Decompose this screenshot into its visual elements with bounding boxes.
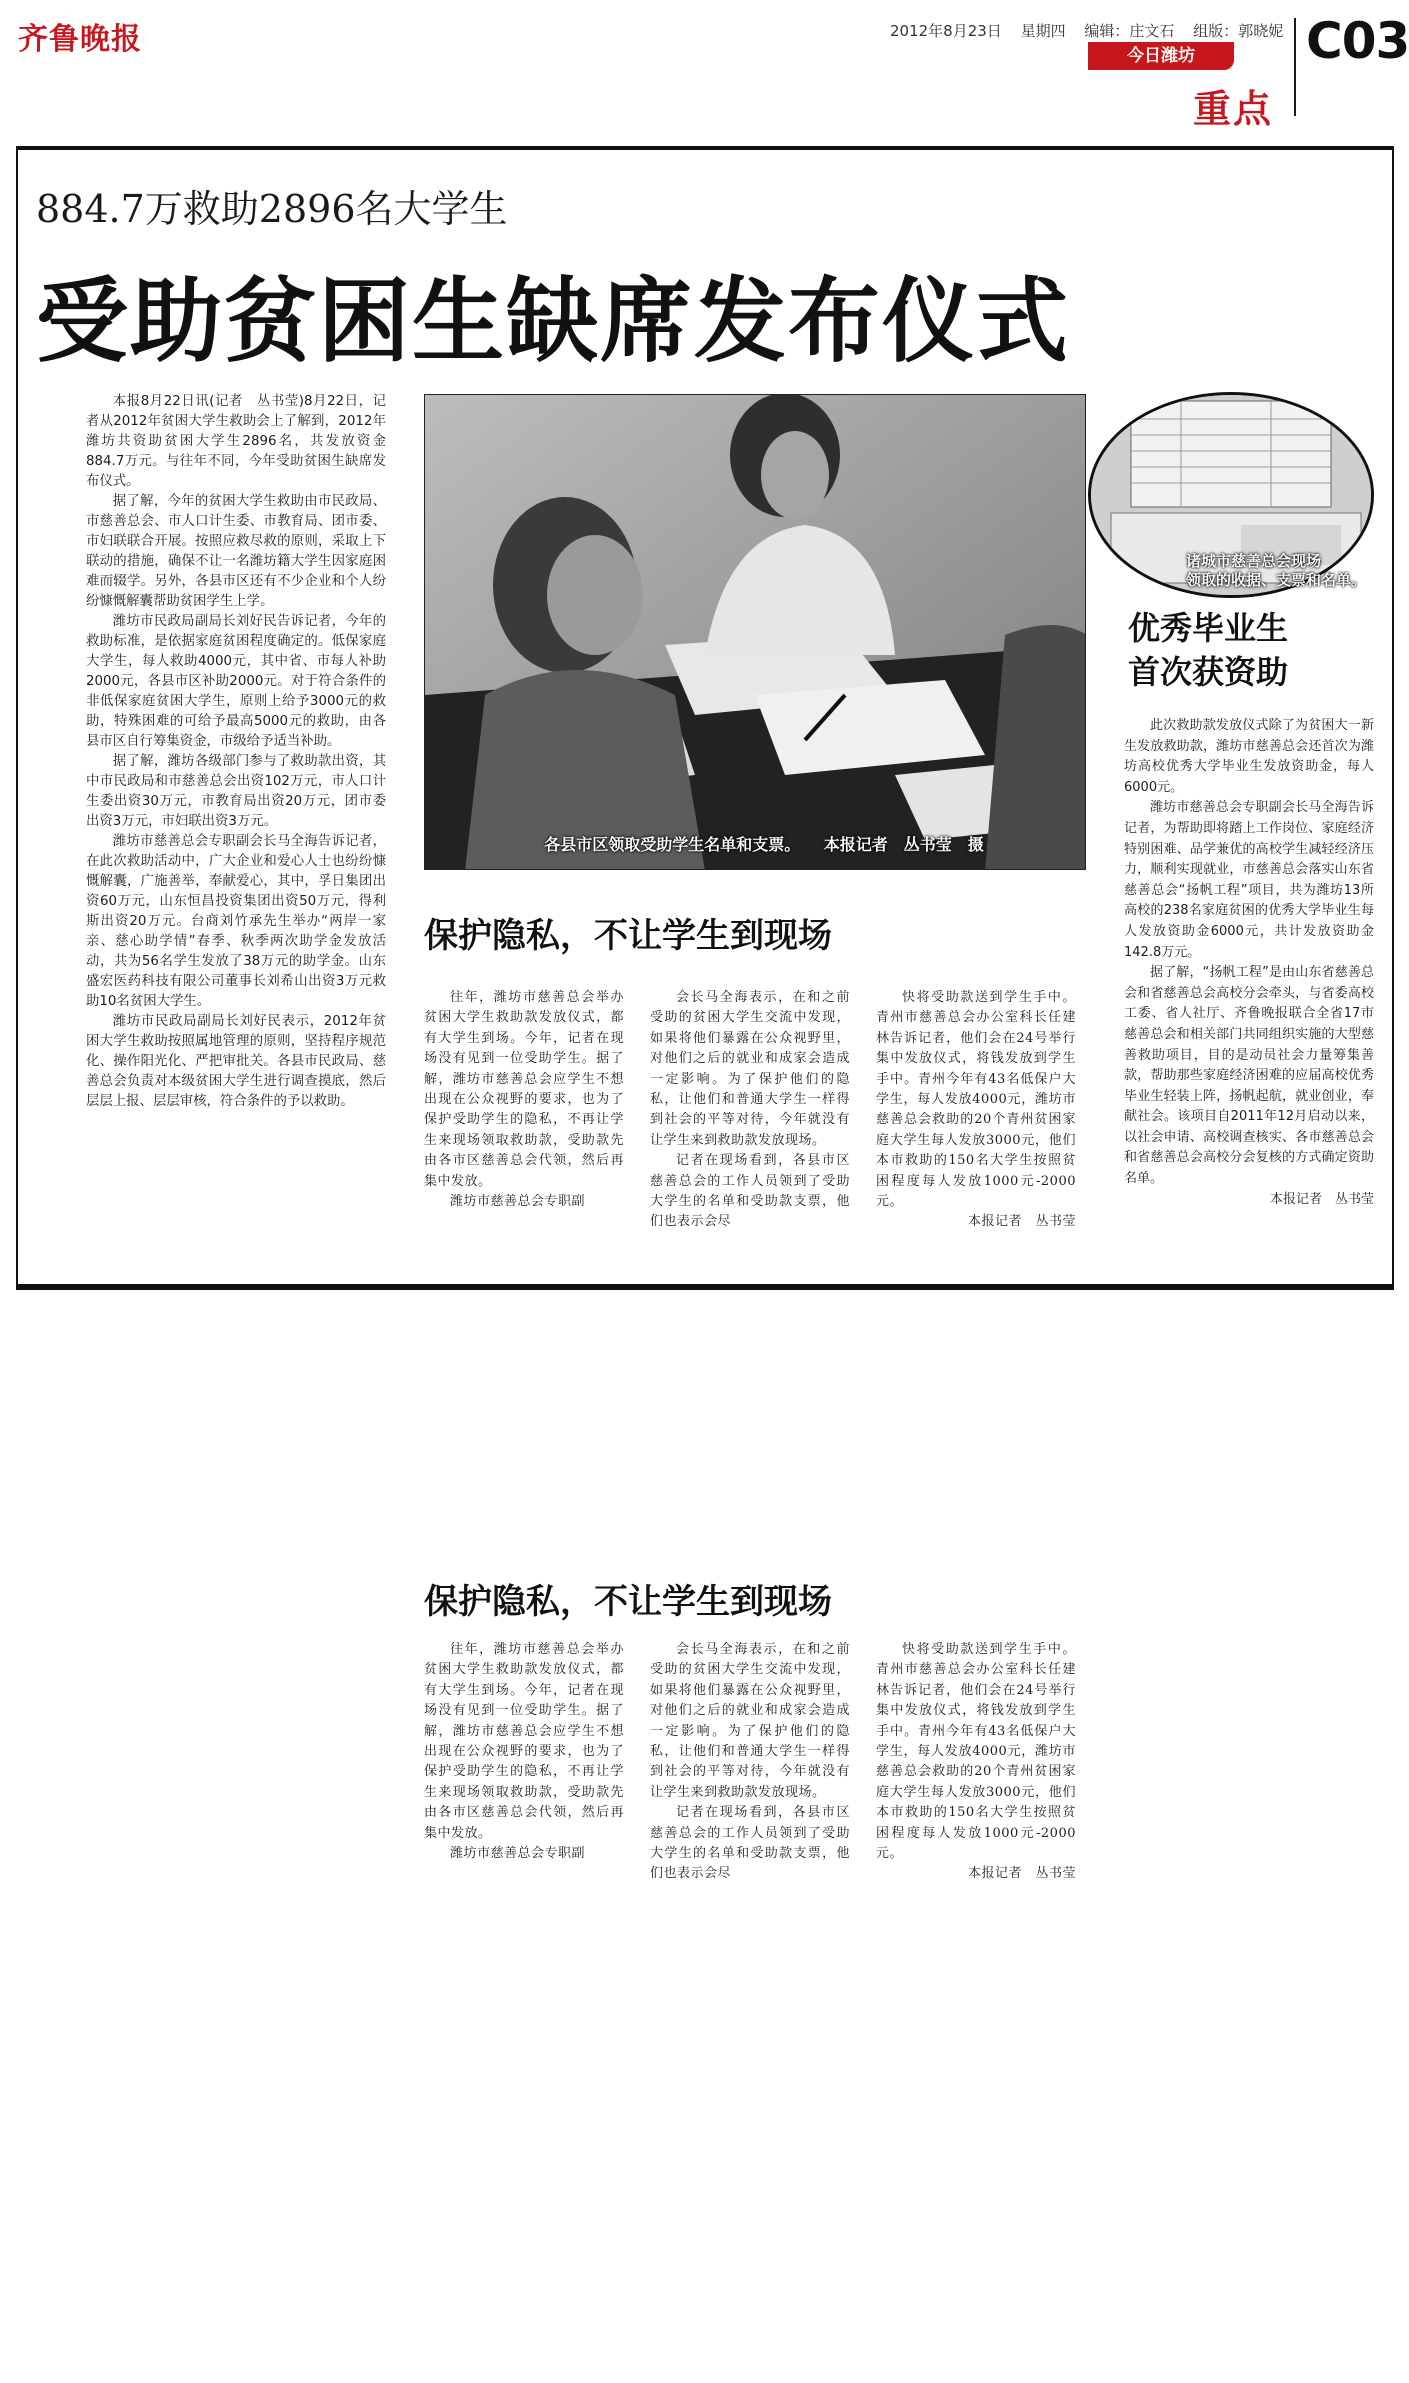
inset-caption	[1186, 552, 1366, 590]
paragraph: 此次救助款发放仪式除了为贫困大一新生发放救助款，潍坊市慈善总会还首次为潍坊高校优秀大学毕业生发放资助金，每人6000元。	[1124, 718, 1374, 795]
paragraph: 据了解，“扬帆工程”是由山东省慈善总会和省慈善总会高校分会牵头，与省委高校工委、省人社厅、齐鲁晚报联合全省17市慈善总会和相关部门共同组织实施的大型慈善救助项目，目的是动员社会力量筹集善款，帮助那些家庭经济困难的应届高校优秀毕业生轻装上阵，扬帆起航，就业创业，奉献社会。该项目自2011年12月启动以来，以社会申请、高校调查核实、各市慈善总会和省慈善总会高校分会复核的方式确定资助名单。	[1124, 965, 1374, 1187]
paragraph: 本报8月22日讯(记者 丛书莹)8月22日，记者从2012年贫困大学生救助会上了解到，2012年潍坊共资助贫困大学生2896名，共发放资金884.7万元。与往年不同，今年受助贫困生缺席发布仪式。	[86, 394, 386, 489]
issue-weekday: 星期四	[1020, 22, 1066, 40]
article-subhead: 884.7万救助2896名大学生	[36, 187, 508, 231]
right-column	[1124, 716, 1374, 1210]
paragraph: 记者在现场看到，各县市区慈善总会的工作人员领到了受助大学生的名单和受助款支票，他们也表示会尽	[650, 1805, 850, 1882]
paragraph: 潍坊市民政局副局长刘好民表示，2012年贫困大学生救助按照属地管理的原则，坚持程序规范化、操作阳光化、严把审批关。各县市民政局、慈善总会负责对本级贫困大学生进行调查摸底，然后层层上报、层层审核，符合条件的予以救助。	[86, 1014, 386, 1109]
left-column	[86, 392, 386, 1112]
paragraph: 潍坊市慈善总会专职副	[450, 1846, 586, 1862]
middle-column-2-repeat	[650, 1640, 850, 1885]
side-title-line: 首次获资助	[1128, 653, 1289, 691]
article-headline: 受助贫困生缺席发布仪式	[36, 268, 1071, 375]
paragraph: 记者在现场看到，各县市区慈善总会的工作人员领到了受助大学生的名单和受助款支票，他们也表示会尽	[650, 1153, 850, 1230]
paragraph: 往年，潍坊市慈善总会举办贫困大学生救助款发放仪式，都有大学生到场。今年，记者在现场没有见到一位受助学生。据了解，潍坊市慈善总会应学生不想出现在公众视野的要求，也为了保护受助学生的隐私，不再让学生来现场领取救助款，受助款先由各市区慈善总会代领，然后再集中发放。	[424, 1642, 624, 1841]
middle-column-1	[424, 988, 624, 1212]
masthead	[0, 0, 1409, 140]
paragraph: 潍坊市慈善总会专职副会长马全海告诉记者，在此次救助活动中，广大企业和爱心人士也纷纷慷慨解囊，广施善举，奉献爱心，其中，孚日集团出资60万元，山东恒昌投资集团出资50万元，得利斯出资20万元。台商刘竹承先生举办“两岸一家亲、慈心助学情”春季、秋季两次助学金发放活动，共为56名学生发放了38万元的助学金。山东盛宏医药科技有限公司董事长刘希山出资3万元救助10名贫困大学生。	[86, 834, 386, 1009]
issue-meta	[890, 20, 1297, 41]
photo-illustration	[425, 395, 1086, 870]
newspaper-logo: 齐鲁晚报	[18, 22, 142, 57]
paragraph: 快将受助款送到学生手中。青州市慈善总会办公室科长任建林告诉记者，他们会在24号举行集中发放仪式，将钱发放到学生手中。青州今年有43名低保户大学生，每人发放4000元，潍坊市慈善总会救助的20个青州贫困家庭大学生每人发放3000元，他们本市救助的150名大学生按照贫困程度每人发放1000元-2000元。	[876, 990, 1076, 1210]
paragraph: 往年，潍坊市慈善总会举办贫困大学生救助款发放仪式，都有大学生到场。今年，记者在现场没有见到一位受助学生。据了解，潍坊市慈善总会应学生不想出现在公众视野的要求，也为了保护受助学生的隐私，不再让学生来现场领取救助款，受助款先由各市区慈善总会代领，然后再集中发放。	[424, 990, 624, 1189]
paragraph: 会长马全海表示，在和之前受助的贫困大学生交流中发现，如果将他们暴露在公众视野里，对他们之后的就业和成家会造成一定影响。为了保护他们的隐私，让他们和普通大学生一样得到社会的平等对待，今年就没有让学生来到救助款发放现场。	[650, 990, 850, 1148]
issue-date: 2012年8月23日	[890, 22, 1002, 40]
paragraph: 据了解，潍坊各级部门参与了救助款出资，其中市民政局和市慈善总会出资102万元，市人口计生委出资30万元，市教育局出资20万元，团市委出资3万元，市妇联出资3万元。	[86, 754, 386, 829]
middle-column-3	[876, 988, 1076, 1233]
photo-credit: 本报记者 丛书莹 摄	[823, 835, 984, 854]
inset-caption-line: 诸城市慈善总会现场	[1186, 552, 1322, 570]
inset-caption-line: 领取的收据、支票和名单。	[1186, 571, 1367, 589]
page-divider	[1294, 18, 1296, 116]
page-number: C03	[1306, 12, 1409, 70]
middle-byline-repeat: 本报记者 丛书莹	[967, 1866, 1076, 1882]
paragraph: 会长马全海表示，在和之前受助的贫困大学生交流中发现，如果将他们暴露在公众视野里，对他们之后的就业和成家会造成一定影响。为了保护他们的隐私，让他们和普通大学生一样得到社会的平等对待，今年就没有让学生来到救助款发放现场。	[650, 1642, 850, 1800]
side-story-title	[1128, 606, 1288, 694]
editor-credit: 编辑：庄文石	[1084, 22, 1175, 40]
paragraph: 潍坊市慈善总会专职副	[450, 1194, 586, 1210]
paragraph: 潍坊市民政局副局长刘好民告诉记者，今年的救助标准，是依据家庭贫困程度确定的。低保家庭大学生，每人救助4000元，其中省、市每人补助2000元，各县市区补助2000元。对于符合条件的非低保家庭贫困大学生，原则上给予3000元的救助，特殊困难的可给予最高5000元的救助，由各县市区自行筹集资金，市级给予适当补助。	[86, 614, 386, 749]
middle-column-3-repeat	[876, 1640, 1076, 1885]
photo-caption-text: 各县市区领取受助学生名单和支票。	[544, 835, 801, 854]
news-photo	[424, 394, 1086, 870]
section-tag: 今日潍坊	[1088, 42, 1234, 70]
middle-byline: 本报记者 丛书莹	[967, 1214, 1076, 1230]
focus-label: 重点	[1193, 87, 1274, 131]
layout-credit: 组版：郭晓妮	[1193, 22, 1284, 40]
right-byline: 本报记者 丛书莹	[1269, 1191, 1374, 1207]
middle-column-2	[650, 988, 850, 1233]
section-heading: 保护隐私，不让学生到现场	[424, 916, 832, 956]
paragraph: 潍坊市慈善总会专职副会长马全海告诉记者，为帮助即将踏上工作岗位、家庭经济特别困难、品学兼优的高校学生减轻经济压力，顺利实现就业，市慈善总会落实山东省慈善总会“扬帆工程”项目，共为潍坊13所高校的238名家庭贫困的优秀大学毕业生每人发放资助金6000元，共计发放资助金142.8万元。	[1124, 800, 1374, 960]
paragraph: 快将受助款送到学生手中。青州市慈善总会办公室科长任建林告诉记者，他们会在24号举行集中发放仪式，将钱发放到学生手中。青州今年有43名低保户大学生，每人发放4000元，潍坊市慈善总会救助的20个青州贫困家庭大学生每人发放3000元，他们本市救助的150名大学生按照贫困程度每人发放1000元-2000元。	[876, 1642, 1076, 1862]
paragraph: 据了解，今年的贫困大学生救助由市民政局、市慈善总会、市人口计生委、市教育局、团市委、市妇联联合开展。按照应救尽救的原则，采取上下联动的措施，确保不让一名潍坊籍大学生因家庭困难而辍学。另外，各县市区还有不少企业和个人纷纷慷慨解囊帮助贫困学生上学。	[86, 494, 386, 609]
side-title-line: 优秀毕业生	[1128, 609, 1289, 647]
middle-column-1-repeat	[424, 1640, 624, 1864]
section-heading-repeat: 保护隐私，不让学生到现场	[424, 1582, 832, 1622]
photo-caption	[425, 832, 1085, 855]
